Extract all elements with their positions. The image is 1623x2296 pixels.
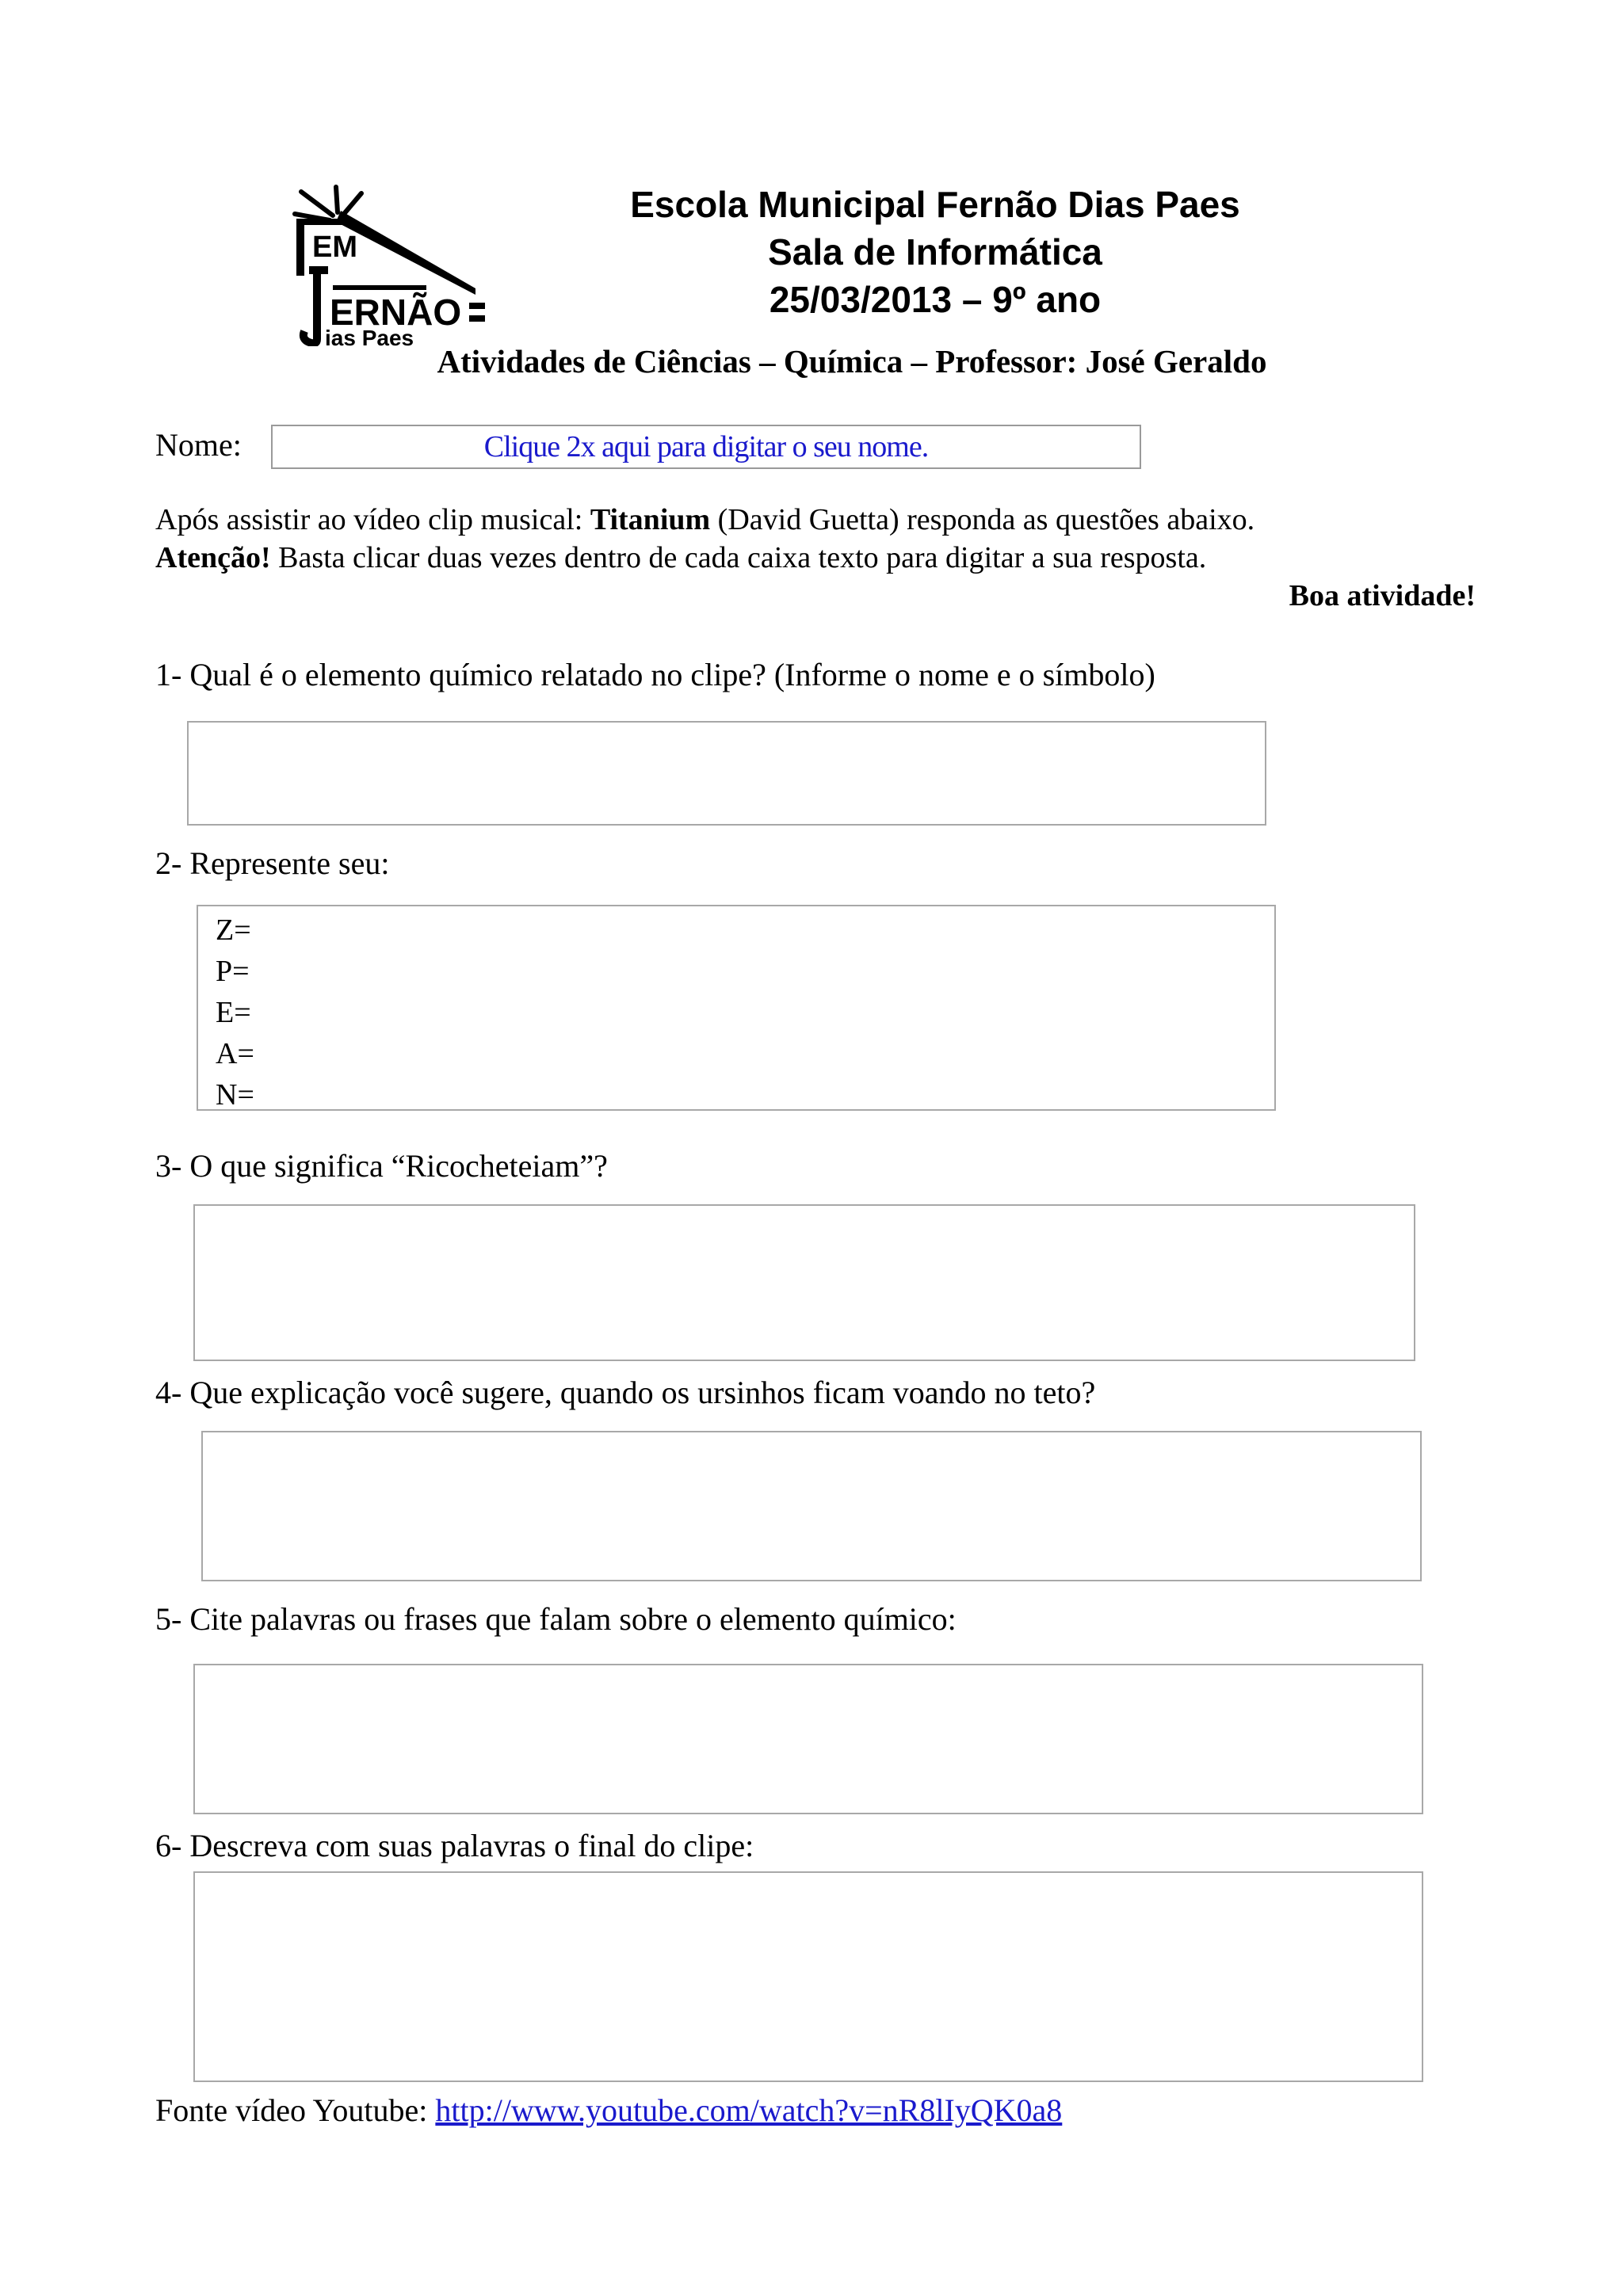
question-2-label: 2- Represente seu: <box>155 845 390 881</box>
question-6-label: 6- Descreva com suas palavras o final do clipe: <box>155 1828 754 1863</box>
song-title: Titanium <box>590 503 711 536</box>
question-5-label: 5- Cite palavras ou frases que falam sobre o elemento químico: <box>155 1601 957 1637</box>
question-1-label: 1- Qual é o elemento químico relatado no clipe? (Informe o nome e o símbolo) <box>155 657 1155 692</box>
answer-6-input[interactable] <box>193 1871 1423 2082</box>
answer-1-input[interactable] <box>187 721 1266 826</box>
answer-3-input[interactable] <box>193 1204 1415 1361</box>
youtube-link[interactable]: http://www.youtube.com/watch?v=nR8lIyQK0a8 <box>435 2092 1063 2128</box>
subject-line: Atividades de Ciências – Química – Professor: José Geraldo <box>437 343 1267 379</box>
school-name: Escola Municipal Fernão Dias Paes <box>630 184 1240 225</box>
logo-text-fernao: ERNÃO <box>330 292 462 333</box>
room-name: Sala de Informática <box>768 231 1102 273</box>
atomic-number-line: Z= <box>216 913 251 947</box>
instructions <box>155 501 1476 615</box>
logo-text-em: EM <box>312 231 357 264</box>
video-source-label: Fonte vídeo Youtube: <box>155 2092 436 2128</box>
logo-text-dias-paes: ias Paes <box>325 326 414 346</box>
question-3-label: 3- O que significa “Ricocheteiam”? <box>155 1148 608 1184</box>
mass-number-line: A= <box>216 1037 254 1070</box>
answer-4-input[interactable] <box>201 1431 1422 1581</box>
attention-label: Atenção! <box>155 541 271 574</box>
school-header <box>491 181 1379 323</box>
name-label: Nome: <box>155 427 242 463</box>
name-input[interactable]: Clique 2x aqui para digitar o seu nome. <box>271 425 1141 469</box>
question-4-label: 4- Que explicação você sugere, quando os ursinhos ficam voando no teto? <box>155 1375 1096 1410</box>
neutrons-line: N= <box>216 1078 254 1112</box>
date-grade: 25/03/2013 – 9º ano <box>769 279 1102 320</box>
closing-message: Boa atividade! <box>1289 579 1476 612</box>
electrons-line: E= <box>216 996 251 1029</box>
school-logo <box>285 184 491 346</box>
protons-line: P= <box>216 955 250 988</box>
answer-2-input[interactable] <box>197 905 1276 1111</box>
instructions-line-2: Atenção! Basta clicar duas vezes dentro de cada caixa texto para digitar a sua resposta. <box>155 541 1207 574</box>
instructions-line-1: Após assistir ao vídeo clip musical: Titanium (David Guetta) responda as questões abaixo. <box>155 503 1255 536</box>
answer-5-input[interactable] <box>193 1664 1423 1814</box>
video-source <box>155 2092 1062 2129</box>
